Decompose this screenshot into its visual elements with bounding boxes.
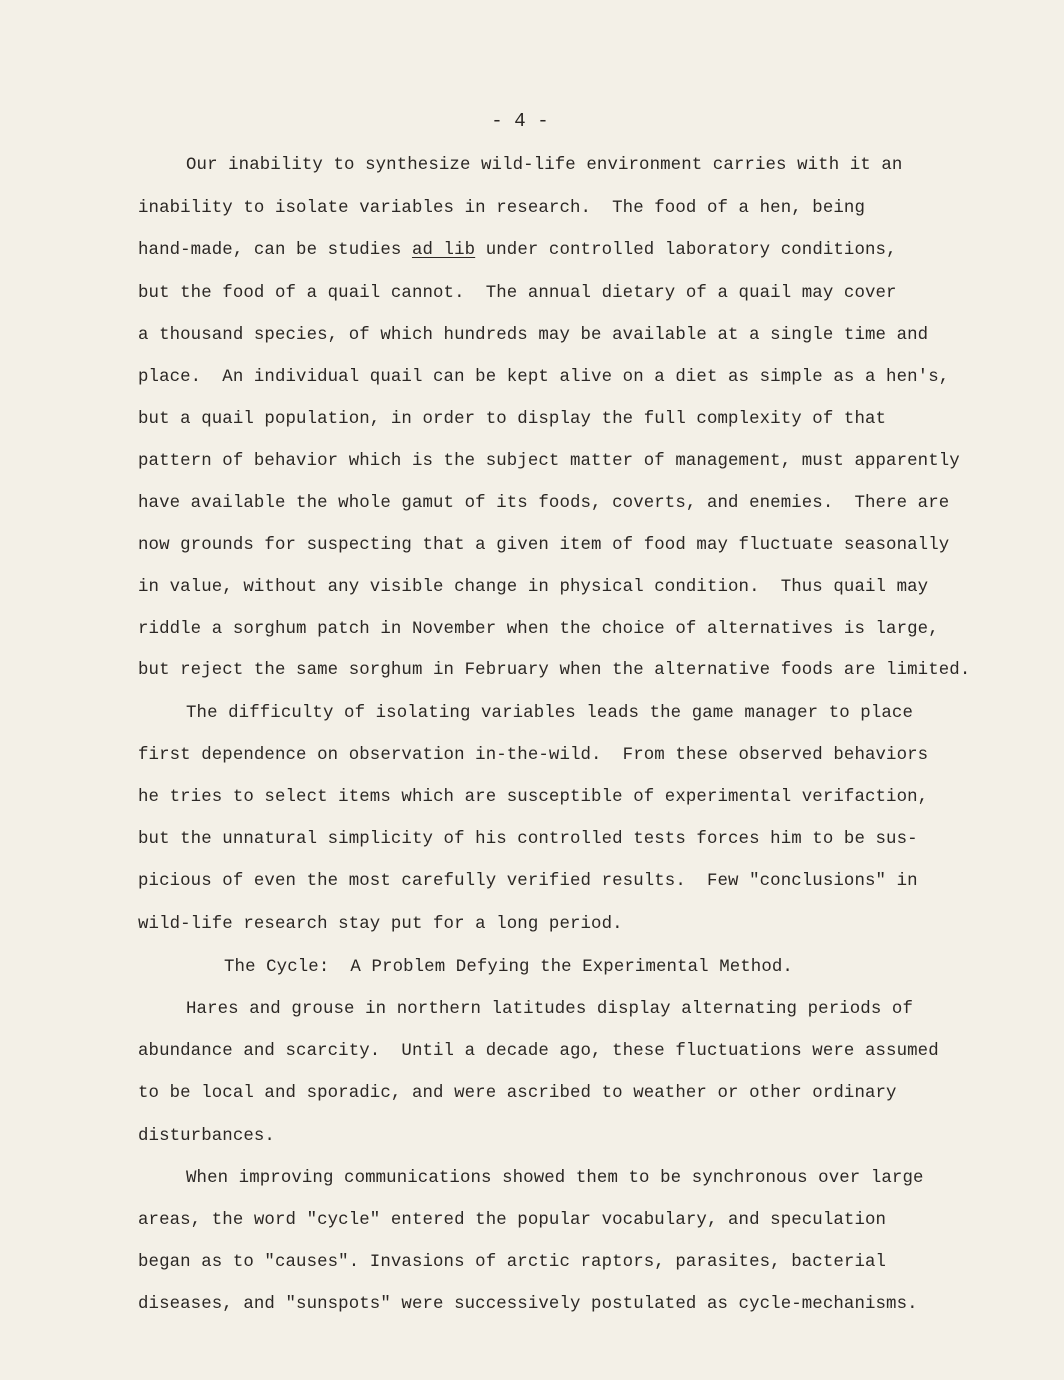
paragraph-1-line-3 [138, 242, 897, 259]
paragraph-2-line-4: but the unnatural simplicity of his controlled tests forces him to be sus- [138, 830, 918, 849]
paragraph-3-line-1: Hares and grouse in northern latitudes display alternating periods of [186, 1000, 913, 1019]
paragraph-1-line-4: but the food of a quail cannot. The annual dietary of a quail may cover [138, 284, 897, 303]
paragraph-4-line-4: diseases, and "sunspots" were successively postulated as cycle-mechanisms. [138, 1295, 918, 1314]
paragraph-1-line-1: Our inability to synthesize wild-life environment carries with it an [186, 156, 903, 175]
paragraph-1-line-13: but reject the same sorghum in February when the alternative foods are limited. [138, 661, 971, 680]
paragraph-2-line-3: he tries to select items which are susceptible of experimental verifaction, [138, 788, 929, 807]
paragraph-4-line-1: When improving communications showed them to be synchronous over large [186, 1169, 924, 1188]
paragraph-1-line-10: now grounds for suspecting that a given item of food may fluctuate seasonally [138, 536, 950, 555]
paragraph-1-line-7: but a quail population, in order to display the full complexity of that [138, 410, 887, 429]
paragraph-3-line-2: abundance and scarcity. Until a decade ago, these fluctuations were assumed [138, 1042, 939, 1061]
paragraph-4-line-3: began as to "causes". Invasions of arctic raptors, parasites, bacterial [138, 1253, 887, 1272]
paragraph-1-line-9: have available the whole gamut of its foods, coverts, and enemies. There are [138, 494, 950, 513]
page-number: - 4 - [491, 110, 549, 132]
paragraph-3-line-4: disturbances. [138, 1127, 275, 1146]
paragraph-3-line-3: to be local and sporadic, and were ascribed to weather or other ordinary [138, 1084, 897, 1103]
paragraph-1-line-6: place. An individual quail can be kept alive on a diet as simple as a hen's, [138, 368, 950, 387]
paragraph-1-line-12: riddle a sorghum patch in November when the choice of alternatives is large, [138, 620, 939, 639]
paragraph-1-line-3-start: hand-made, can be studies [138, 241, 412, 260]
paragraph-1-line-3-end: under controlled laboratory conditions, [475, 241, 897, 260]
paragraph-4-line-2: areas, the word "cycle" entered the popular vocabulary, and speculation [138, 1211, 887, 1230]
paragraph-1-line-5: a thousand species, of which hundreds may be available at a single time and [138, 326, 929, 345]
underlined-latin-phrase: ad lib [411, 241, 476, 260]
paragraph-1-line-8: pattern of behavior which is the subject matter of management, must apparently [138, 452, 960, 471]
paragraph-2-line-2: first dependence on observation in-the-wild. From these observed behaviors [138, 746, 929, 765]
paragraph-2-line-6: wild-life research stay put for a long period. [138, 915, 623, 934]
paragraph-1-line-11: in value, without any visible change in physical condition. Thus quail may [138, 578, 929, 597]
section-heading: The Cycle: A Problem Defying the Experimental Method. [224, 958, 793, 977]
paragraph-2-line-1: The difficulty of isolating variables leads the game manager to place [186, 704, 913, 723]
paragraph-2-line-5: picious of even the most carefully verified results. Few "conclusions" in [138, 872, 918, 891]
paragraph-1-line-2: inability to isolate variables in research. The food of a hen, being [138, 199, 865, 218]
